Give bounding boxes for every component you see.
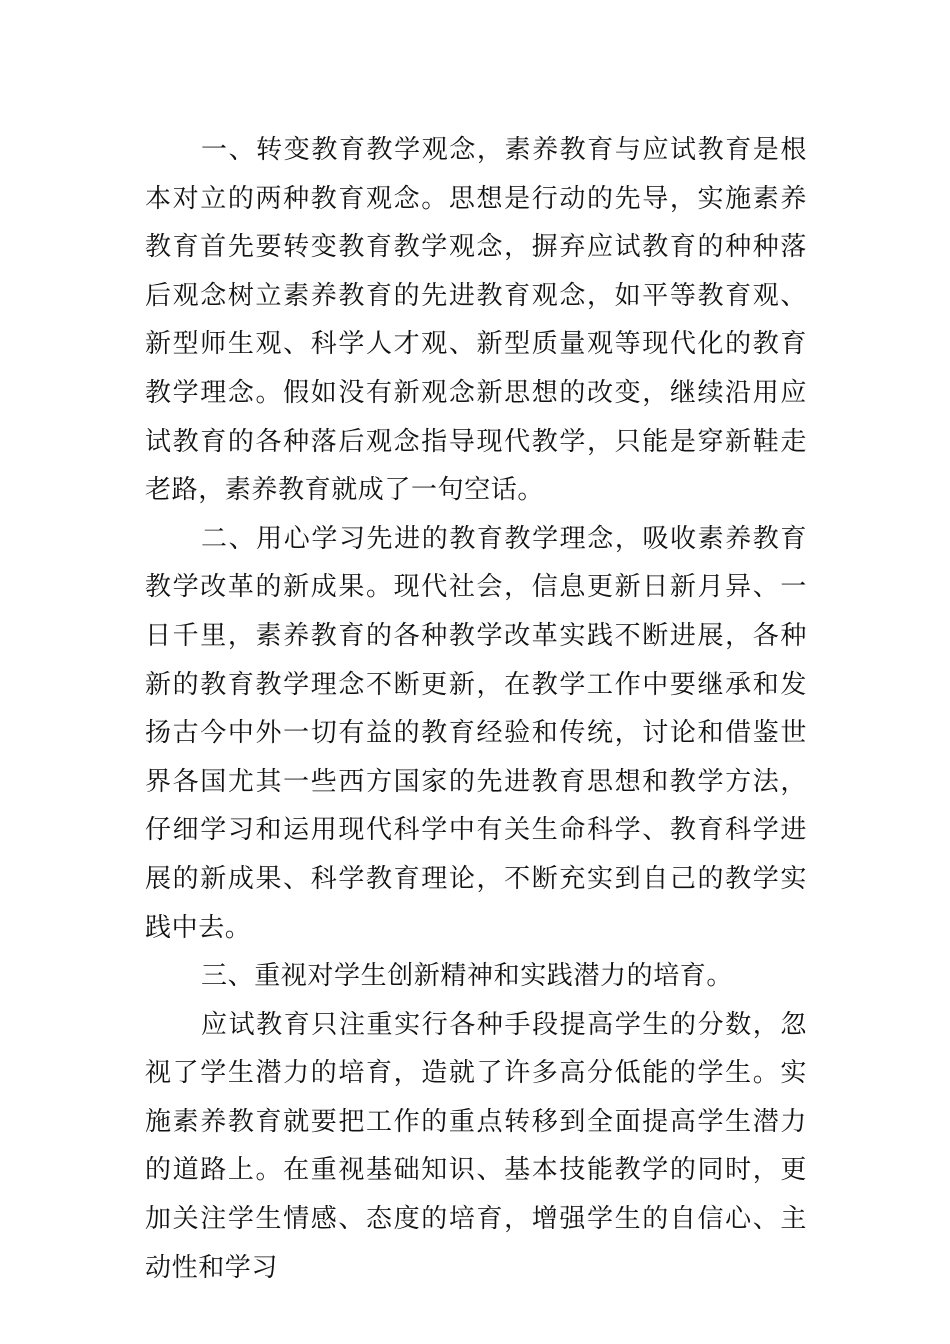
document-body (145, 126, 807, 1292)
paragraph-4: 应试教育只注重实行各种手段提高学生的分数，忽视了学生潜力的培育，造就了许多高分低能的学生。实施素养教育就要把工作的重点转移到全面提高学生潜力的道路上。在重视基础知识、基本技能教学的同时，更加关注学生情感、态度的培育，增强学生的自信心、主动性和学习 (145, 1009, 807, 1283)
paragraph-3: 三、重视对学生创新精神和实践潜力的培育。 (201, 961, 734, 992)
paragraph-1: 一、转变教育教学观念，素养教育与应试教育是根本对立的两种教育观念。思想是行动的先导，实施素养教育首先要转变教育教学观念，摒弃应试教育的种种落后观念树立素养教育的先进教育观念，如平等教育观、新型师生观、科学人才观、新型质量观等现代化的教育教学理念。假如没有新观念新思想的改变，继续沿用应试教育的各种落后观念指导现代教学，只能是穿新鞋走老路，素养教育就成了一句空话。 (145, 135, 807, 506)
paragraph-2: 二、用心学习先进的教育教学理念，吸收素养教育教学改革的新成果。现代社会，信息更新日新月异、一日千里，素养教育的各种教学改革实践不断进展，各种新的教育教学理念不断更新，在教学工作中要继承和发扬古今中外一切有益的教育经验和传统，讨论和借鉴世界各国尤其一些西方国家的先进教育思想和教学方法，仔细学习和运用现代科学中有关生命科学、教育科学进展的新成果、科学教育理论，不断充实到自己的教学实践中去。 (145, 523, 807, 943)
